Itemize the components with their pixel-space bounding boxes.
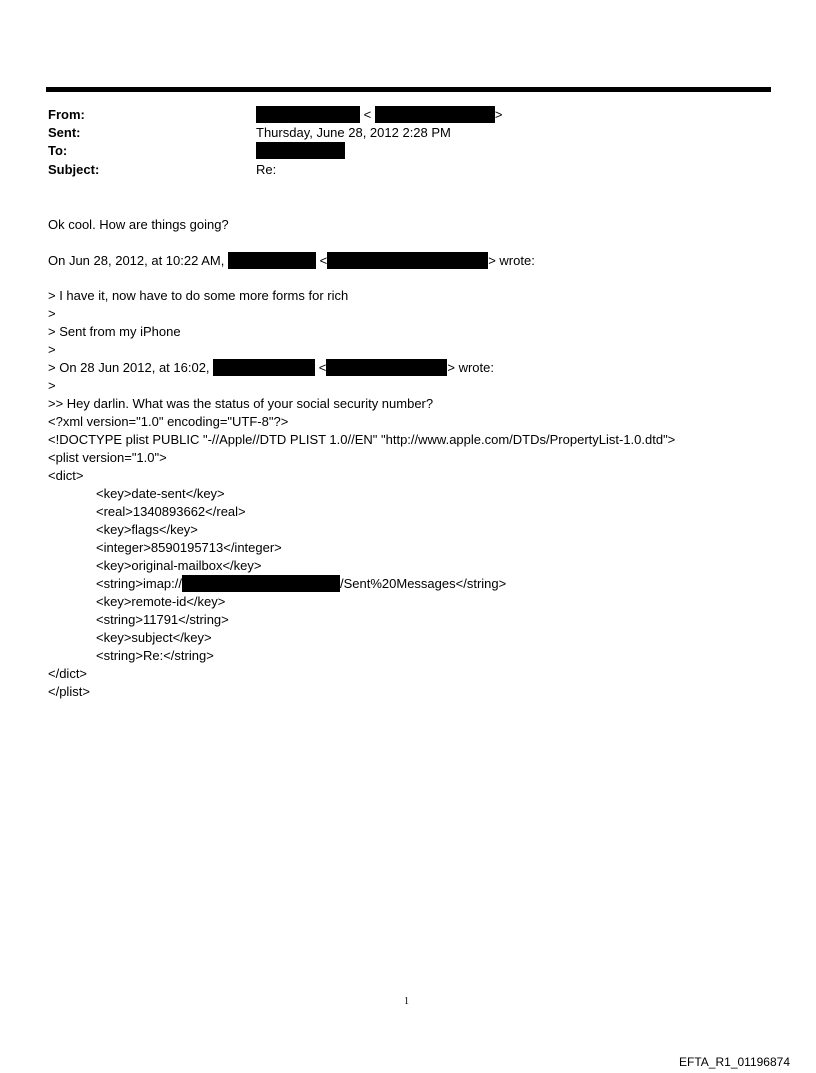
redaction-block: [182, 575, 340, 592]
quote-attribution-1: [48, 252, 535, 270]
doctype-line: <!DOCTYPE plist PUBLIC "-//Apple//DTD PLIST 1.0//EN" "http://www.apple.com/DTDs/PropertyList-1.0.dtd">: [48, 432, 676, 447]
plist-key: <key>date-sent</key>: [96, 486, 225, 501]
lt-bracket: <: [319, 253, 328, 268]
quoted-line: > Sent from my iPhone: [48, 324, 181, 339]
redaction-block: [326, 359, 447, 376]
reply-text: Ok cool. How are things going?: [48, 217, 229, 232]
sent-label: Sent:: [48, 125, 81, 140]
mailbox-suffix: /Sent%20Messages</string>: [340, 576, 507, 591]
to-label: To:: [48, 143, 68, 158]
from-label: From:: [48, 107, 85, 122]
to-value: [256, 142, 345, 160]
redaction-block: [256, 142, 345, 159]
plist-key: <key>original-mailbox</key>: [96, 558, 262, 573]
attribution-suffix: > wrote:: [447, 360, 494, 375]
dict-close: </dict>: [48, 666, 88, 681]
header-rule: [46, 87, 771, 92]
attribution-suffix: > wrote:: [488, 253, 535, 268]
plist-value: <real>1340893662</real>: [96, 504, 246, 519]
redaction-block: [327, 252, 488, 269]
plist-value: <string>11791</string>: [96, 612, 229, 627]
gt-bracket: >: [494, 107, 503, 122]
subject-label: Subject:: [48, 162, 100, 177]
plist-key: <key>subject</key>: [96, 630, 212, 645]
redaction-block: [228, 252, 316, 269]
attribution-prefix: > On 28 Jun 2012, at 16:02,: [48, 360, 210, 375]
redaction-block: [213, 359, 315, 376]
plist-open: <plist version="1.0">: [48, 450, 167, 465]
redaction-block: [256, 106, 360, 123]
quoted-line: > I have it, now have to do some more forms for rich: [48, 288, 349, 303]
plist-close: </plist>: [48, 684, 90, 699]
bates-number: EFTA_R1_01196874: [679, 1055, 790, 1069]
quoted-question: >> Hey darlin. What was the status of your social security number?: [48, 396, 434, 411]
sent-value: Thursday, June 28, 2012 2:28 PM: [256, 125, 451, 140]
quoted-line: >: [48, 342, 56, 357]
from-value: [256, 106, 502, 124]
page-number: 1: [404, 996, 409, 1007]
quoted-line: >: [48, 378, 56, 393]
dict-open: <dict>: [48, 468, 84, 483]
attribution-prefix: On Jun 28, 2012, at 10:22 AM,: [48, 253, 225, 268]
plist-key: <key>remote-id</key>: [96, 594, 226, 609]
lt-bracket: <: [318, 360, 327, 375]
quoted-line: >: [48, 306, 56, 321]
lt-bracket: <: [363, 107, 372, 122]
plist-value: <string>Re:</string>: [96, 648, 214, 663]
plist-key: <key>flags</key>: [96, 522, 198, 537]
quote-attribution-2: [48, 359, 494, 377]
subject-value: Re:: [256, 162, 277, 177]
plist-value: <integer>8590195713</integer>: [96, 540, 282, 555]
redaction-block: [375, 106, 495, 123]
plist-value-mailbox: [96, 575, 506, 593]
xml-declaration: <?xml version="1.0" encoding="UTF-8"?>: [48, 414, 289, 429]
mailbox-prefix: <string>imap://: [96, 576, 182, 591]
